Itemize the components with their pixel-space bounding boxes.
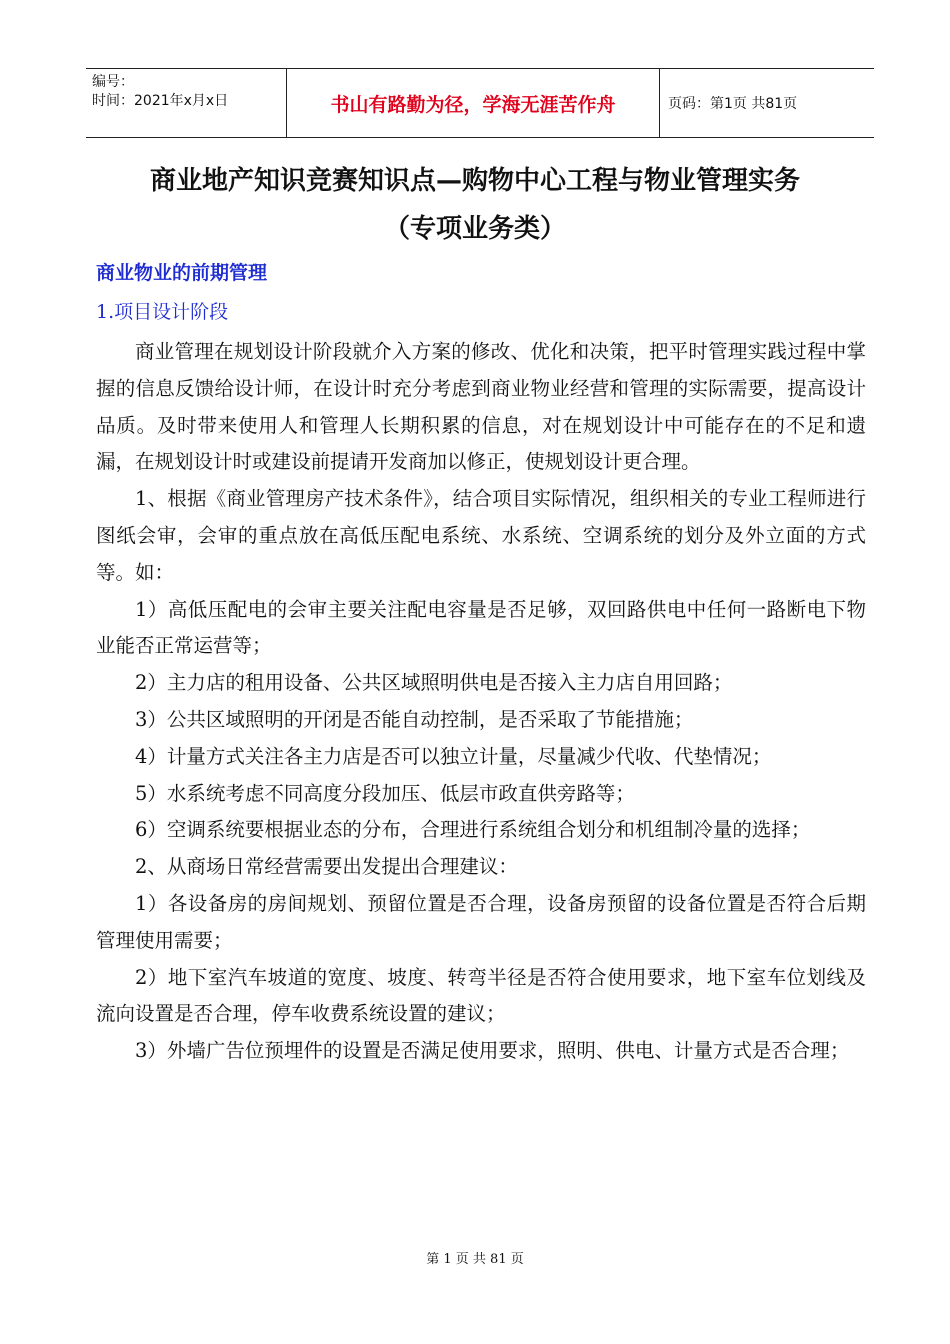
paragraph: 2、从商场日常经营需要出发提出合理建议： — [135, 855, 518, 879]
header-meta — [86, 69, 286, 137]
document-subtitle: （专项业务类） — [383, 214, 566, 244]
page-header — [86, 68, 874, 138]
paragraph: 5）水系统考虑不同高度分段加压、低层市政直供旁路等； — [135, 781, 635, 805]
document-body — [96, 334, 866, 1070]
header-motto: 书山有路勤为径，学海无涯苦作舟 — [286, 69, 660, 137]
paragraph: 6）空调系统要根据业态的分布，合理进行系统组合划分和机组制冷量的选择； — [135, 818, 811, 842]
header-page-info: 页码：第1页 共81页 — [668, 96, 798, 112]
paragraph: 3）公共区域照明的开闭是否能自动控制，是否采取了节能措施； — [135, 707, 694, 731]
paragraph: 1）各设备房的房间规划、预留位置是否合理，设备房预留的设备位置是否符合后期管理使用需要； — [96, 891, 866, 952]
paragraph: 2）主力店的租用设备、公共区域照明供电是否接入主力店自用回路； — [135, 671, 733, 695]
paragraph: 3）外墙广告位预埋件的设置是否满足使用要求，照明、供电、计量方式是否合理； — [135, 1039, 850, 1063]
document-time-label: 时间：2021年x月x日 — [92, 93, 229, 109]
document-title: 商业地产知识竞赛知识点—购物中心工程与物业管理实务 — [149, 166, 800, 196]
paragraph: 商业管理在规划设计阶段就介入方案的修改、优化和决策，把平时管理实践过程中掌握的信息反馈给设计师，在设计时充分考虑到商业物业经营和管理的实际需要，提高设计品质。及时带来使用人和管理人长期积累的信息，对在规划设计中可能存在的不足和遗漏，在规划设计时或建设前提请开发商加以修正，使规划设计更合理。 — [96, 340, 866, 474]
paragraph: 4）计量方式关注各主力店是否可以独立计量，尽量减少代收、代垫情况； — [135, 744, 772, 768]
subsection-heading: 1.项目设计阶段 — [96, 301, 229, 323]
section-heading: 商业物业的前期管理 — [96, 262, 268, 284]
document-number-label: 编号： — [92, 74, 134, 90]
paragraph: 1）高低压配电的会审主要关注配电容量是否足够，双回路供电中任何一路断电下物业能否正常运营等； — [96, 597, 866, 658]
page-footer: 第 1 页 共 81 页 — [426, 1252, 524, 1267]
paragraph: 1、根据《商业管理房产技术条件》，结合项目实际情况，组织相关的专业工程师进行图纸会审，会审的重点放在高低压配电系统、水系统、空调系统的划分及外立面的方式等。如： — [96, 487, 866, 584]
paragraph: 2）地下室汽车坡道的宽度、坡度、转弯半径是否符合使用要求，地下室车位划线及流向设置是否合理，停车收费系统设置的建议； — [96, 965, 866, 1026]
